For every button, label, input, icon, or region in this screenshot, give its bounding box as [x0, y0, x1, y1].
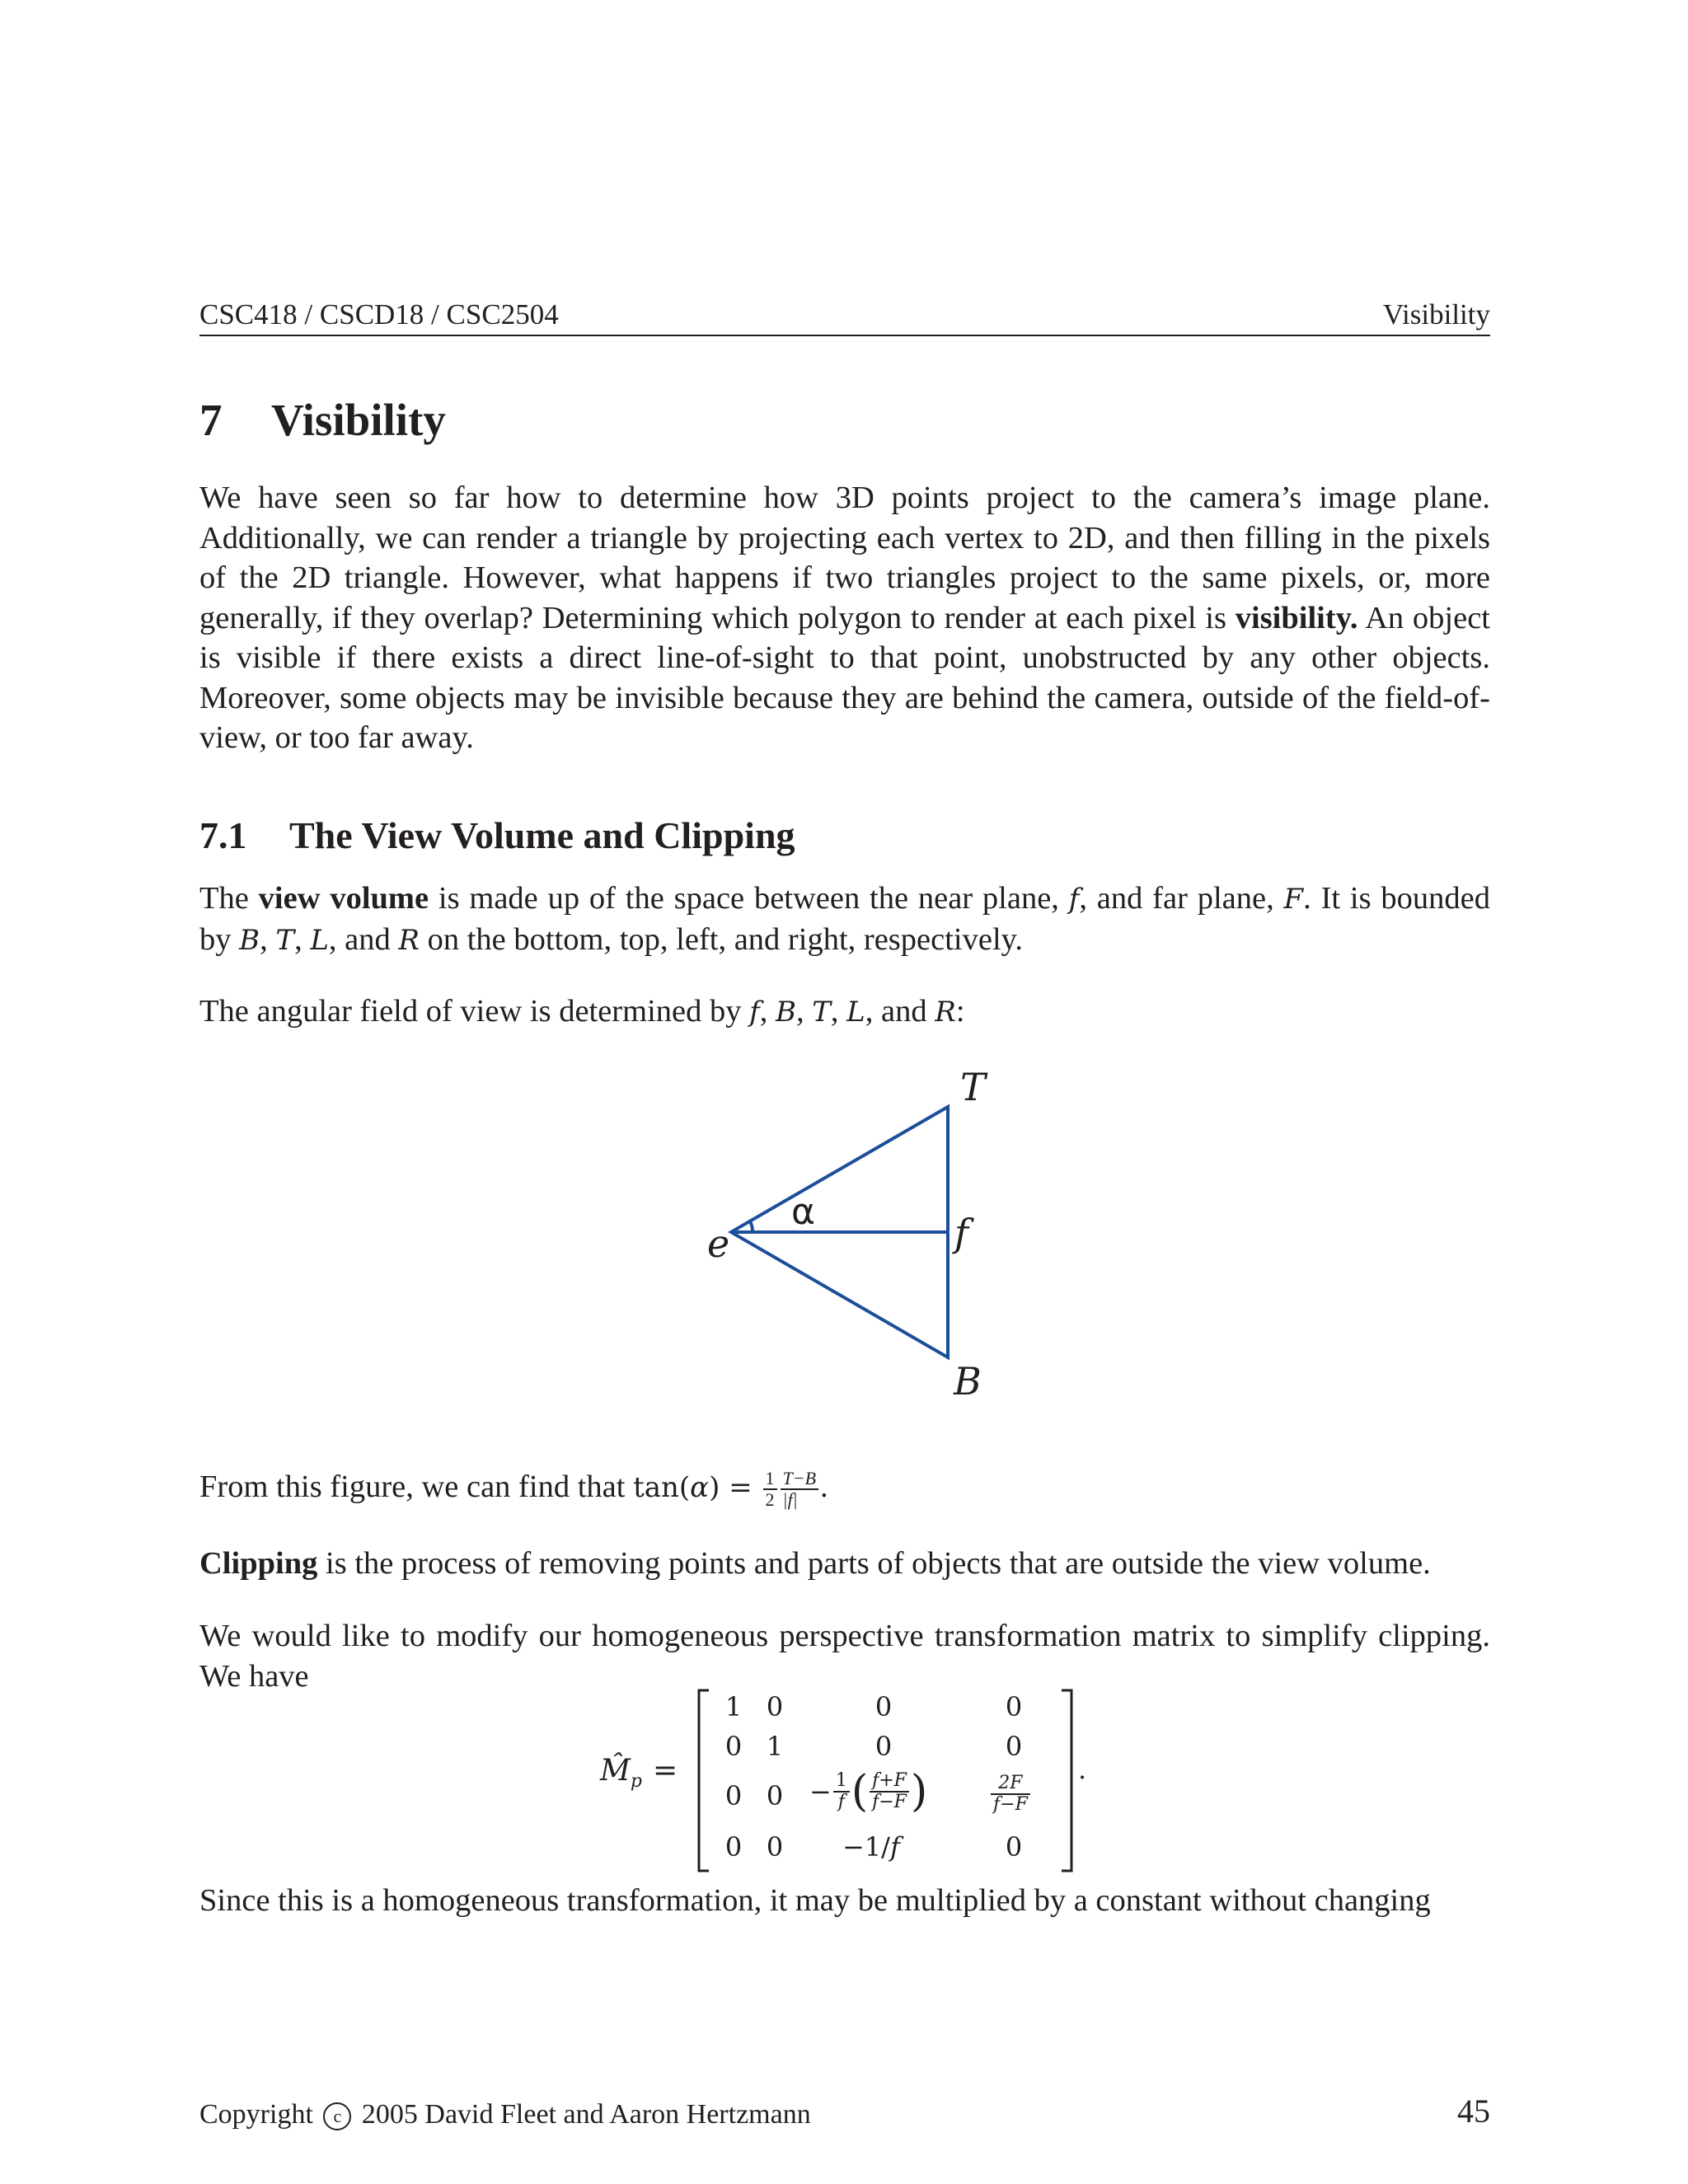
label-T: T — [960, 1065, 986, 1109]
matrix-cell: 0 — [766, 1780, 784, 1811]
perspective-matrix-equation — [577, 1688, 1154, 1873]
matrix-cell: 1 — [766, 1731, 784, 1762]
matrix-lhs: $M̂_p$ — [600, 1754, 642, 1793]
matrix-cell: 0 — [1005, 1731, 1023, 1762]
matrix-cell: 0 — [874, 1731, 893, 1762]
subsection-number: 7.1 — [199, 814, 247, 856]
section-title: Visibility — [271, 395, 446, 445]
matrix-cell: 0 — [766, 1831, 784, 1863]
label-f: f — [954, 1211, 969, 1255]
matrix-cell: 0 — [724, 1831, 743, 1863]
frustum-lines — [731, 1107, 948, 1357]
footer-copyright: Copyright c 2005 David Fleet and Aaron Hertzmann — [199, 2099, 811, 2130]
subsection-title: The View Volume and Clipping — [289, 814, 795, 856]
running-header-course: CSC418 / CSCD18 / CSC2504 — [199, 298, 559, 330]
view-angle-figure — [676, 1063, 1022, 1409]
matrix-cell: 1 — [724, 1691, 743, 1722]
running-header-topic: Visibility — [1382, 298, 1490, 330]
matrix-cell: 0 — [724, 1780, 743, 1811]
section-number: 7 — [199, 395, 223, 445]
matrix-cell: 0 — [766, 1691, 784, 1722]
matrix-cell: −1/f — [842, 1831, 900, 1863]
tan-alpha-paragraph: From this figure, we can find that tan(α) = $\frac{1}{2}$ $\frac{T-B}{|f|}$ . — [199, 1468, 828, 1511]
label-B: B — [954, 1359, 982, 1404]
homogeneous-paragraph: Since this is a homogeneous transformation, it may be multiplied by a constant without changing — [199, 1883, 1431, 1918]
visibility-term: visibility. — [1235, 600, 1358, 635]
section-heading — [199, 394, 446, 447]
page-number: 45 — [1457, 2093, 1490, 2130]
half-fraction: $\frac{1}{2}$ — [763, 1469, 777, 1510]
view-volume-paragraph: The view volume is made up of the space between the near plane, f, and far plane, F. It is bounded by B, T, L, and R on the bottom, top, left, and right, respectively. — [199, 881, 1490, 957]
header-rule — [199, 335, 1490, 336]
matrix-cell-complex: − $\frac{1}{f}$ ( $\frac{f+F}{f-F}$ ) — [809, 1767, 928, 1816]
matrix-cell: 0 — [874, 1691, 893, 1722]
copyright-symbol: c — [323, 2102, 351, 2130]
clipping-term: Clipping — [199, 1546, 318, 1581]
matrix-intro-paragraph: We would like to modify our homogeneous perspective transformation matrix to simplify clipping. We have — [199, 1619, 1490, 1694]
field-of-view-paragraph: The angular field of view is determined by f, B, T, L, and R: — [199, 994, 965, 1029]
right-bracket — [1062, 1690, 1071, 1871]
matrix-cell: 0 — [1005, 1831, 1023, 1863]
matrix-cell-2F: $\frac{2F}{f-F}$ — [989, 1774, 1032, 1815]
intro-paragraph: We have seen so far how to determine how 3D points project to the camera’s image plane. Additionally, we can render a triangle by projecting each vertex to 2D, and then filling in the pixels of the 2D triangle. However, what happens if two triangles project to the same pixels, or, more generally, if they overlap? Determining which polygon to render at each pixel is visibility. An object is visible if there exists a direct line-of-sight to that point, unobstructed by any other objects. Moreover, some objects may be invisible because they are behind the camera, outside of the field-of-view, or too far away. — [199, 480, 1490, 755]
label-alpha: α — [791, 1191, 816, 1233]
matrix-cell: 0 — [724, 1731, 743, 1762]
tb-over-f-fraction: $\frac{T-B}{|f|}$ — [781, 1469, 819, 1510]
matrix-cell: 0 — [1005, 1691, 1023, 1722]
matrix-trailing-period: . — [1078, 1754, 1087, 1785]
subsection-heading — [199, 813, 795, 858]
label-e: e — [707, 1221, 730, 1266]
matrix-equals: = — [653, 1754, 678, 1788]
clipping-paragraph: Clipping is the process of removing points and parts of objects that are outside the view volume. — [199, 1546, 1431, 1581]
